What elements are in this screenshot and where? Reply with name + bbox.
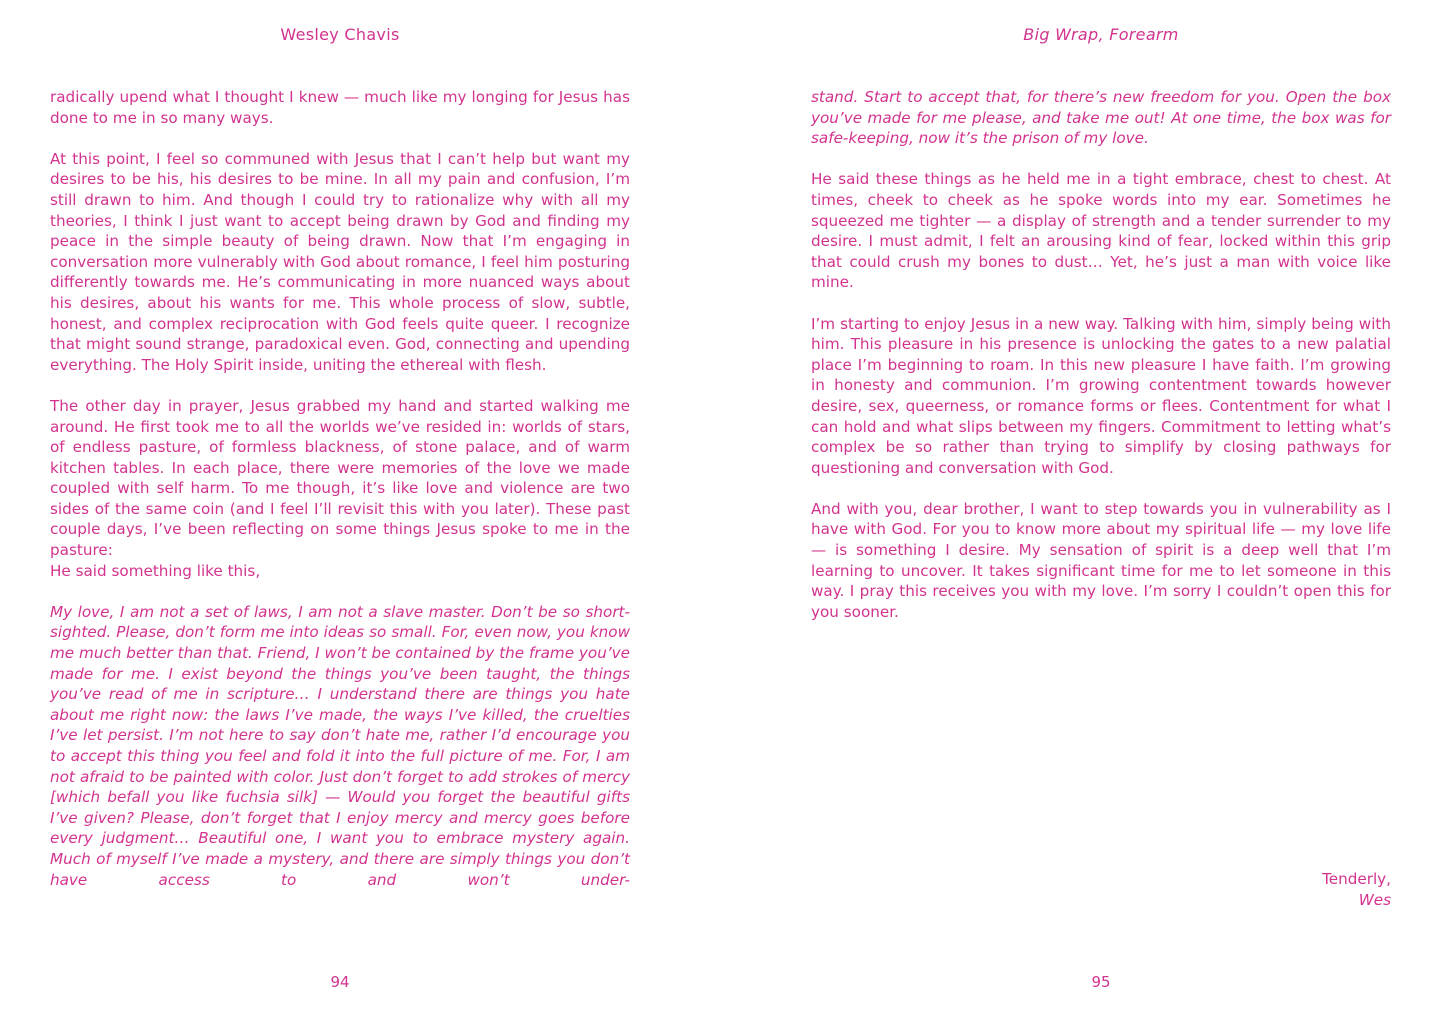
jesus-quote: My love, I am not a set of laws, I am not a slave master. Don’t be so short-sighted. Please, don’t form me into ideas so small. For, even now, you know me much better than that. Friend, I won’t be contained by the frame you’ve made for me. I exist beyond the things you’ve been taught, the things you’ve read of me in scripture… I understand there are things you hate about me right now: the laws I’ve made, the ways I’ve killed, the cruelties I’ve let persist. I’m not here to say don’t hate me, rather I’d encourage you to accept this thing you feel and fold it into the full picture of me. For, I am not afraid to be painted with color. Just don’t forget to add strokes of mercy [which befall you like fuchsia silk] — Would you forget the beautiful gifts I’ve given? Please, don’t forget that I enjoy mercy and mercy goes before every judgment… Beautiful one, I want you to embrace mystery again. Much of myself I’ve made a mystery, and there are simply things you don’t have access to and won’t under- xyxy=(50,602,630,889)
body-paragraph: He said these things as he held me in a tight embrace, chest to chest. At times, cheek to cheek as he spoke words into my ear. Sometimes he squeezed me tighter — a display of strength and a tender surrender to my desire. I must admit, I felt an arousing kind of fear, locked within this grip that could crush my bones to dust… Yet, he’s just a man with voice like mine. xyxy=(811,170,1391,292)
body-paragraph: radically upend what I thought I knew — much like my longing for Jesus has done to me in so many ways. xyxy=(50,88,630,127)
valediction: Tenderly, xyxy=(1322,870,1391,888)
left-page-body xyxy=(50,87,630,911)
jesus-quote-continued: stand. Start to accept that, for there’s new freedom for you. Open the box you’ve made for me please, and take me out! At one time, the box was for safe-keeping, now it’s the prison of my love. xyxy=(811,88,1391,148)
letter-closing xyxy=(1091,869,1391,910)
right-page xyxy=(811,0,1391,1022)
right-page-body xyxy=(811,87,1391,643)
body-paragraph: I’m starting to enjoy Jesus in a new way. Talking with him, simply being with him. This pleasure in his presence is unlocking the gates to a new palatial place I’m beginning to roam. In this new pleasure I have faith. I’m growing in honesty and communion. I’m growing contentment towards however desire, sex, queerness, or romance forms or flees. Contentment for what I can hold and what slips between my fingers. Commitment to letting what’s complex be so rather than trying to simplify by closing pathways for questioning and conversation with God. xyxy=(811,314,1391,477)
left-page xyxy=(50,0,630,1022)
body-paragraph: At this point, I feel so communed with Jesus that I can’t help but want my desires to be his, his desires to be mine. In all my pain and confusion, I’m still drawn to him. And though I could try to rationalize why with all my theories, I think I just want to accept being drawn by God and finding my peace in the simple beauty of being drawn. Now that I’m engaging in conversation more vulnerably with God about romance, I feel him posturing differently towards me. He’s communicating in more nuanced ways about his desires, about his wants for me. This whole process of slow, subtle, honest, and complex reciprocation with God feels quite queer. I recognize that might sound strange, paradoxical even. God, connecting and upending everything. The Holy Spirit inside, uniting the ethereal with flesh. xyxy=(50,149,630,374)
page-number: 95 xyxy=(1091,973,1111,991)
running-header-title: Big Wrap, Forearm xyxy=(1023,25,1179,44)
body-paragraph: The other day in prayer, Jesus grabbed my hand and started walking me around. He first took me to all the worlds we’ve resided in: worlds of stars, of endless pasture, of formless blackness, of stone palace, and of warm kitchen tables. In each place, there were memories of the love we made coupled with self harm. To me though, it’s like love and violence are two sides of the same coin (and I feel I’ll revisit this with you later). These past couple days, I’ve been reflecting on some things Jesus spoke to me in the pasture: xyxy=(50,396,630,560)
page-number: 94 xyxy=(330,973,350,991)
signature: Wes xyxy=(1358,890,1391,909)
quote-lead-in: He said something like this, xyxy=(50,561,261,580)
body-paragraph: And with you, dear brother, I want to step towards you in vulnerability as I have with God. For you to know more about my spiritual life — my love life — is something I desire. My sensation of spirit is a deep well that I’m learning to uncover. It takes significant time for me to let someone in this way. I pray this receives you with my love. I’m sorry I couldn’t open this for you sooner. xyxy=(811,499,1391,621)
running-header-author: Wesley Chavis xyxy=(280,25,400,44)
